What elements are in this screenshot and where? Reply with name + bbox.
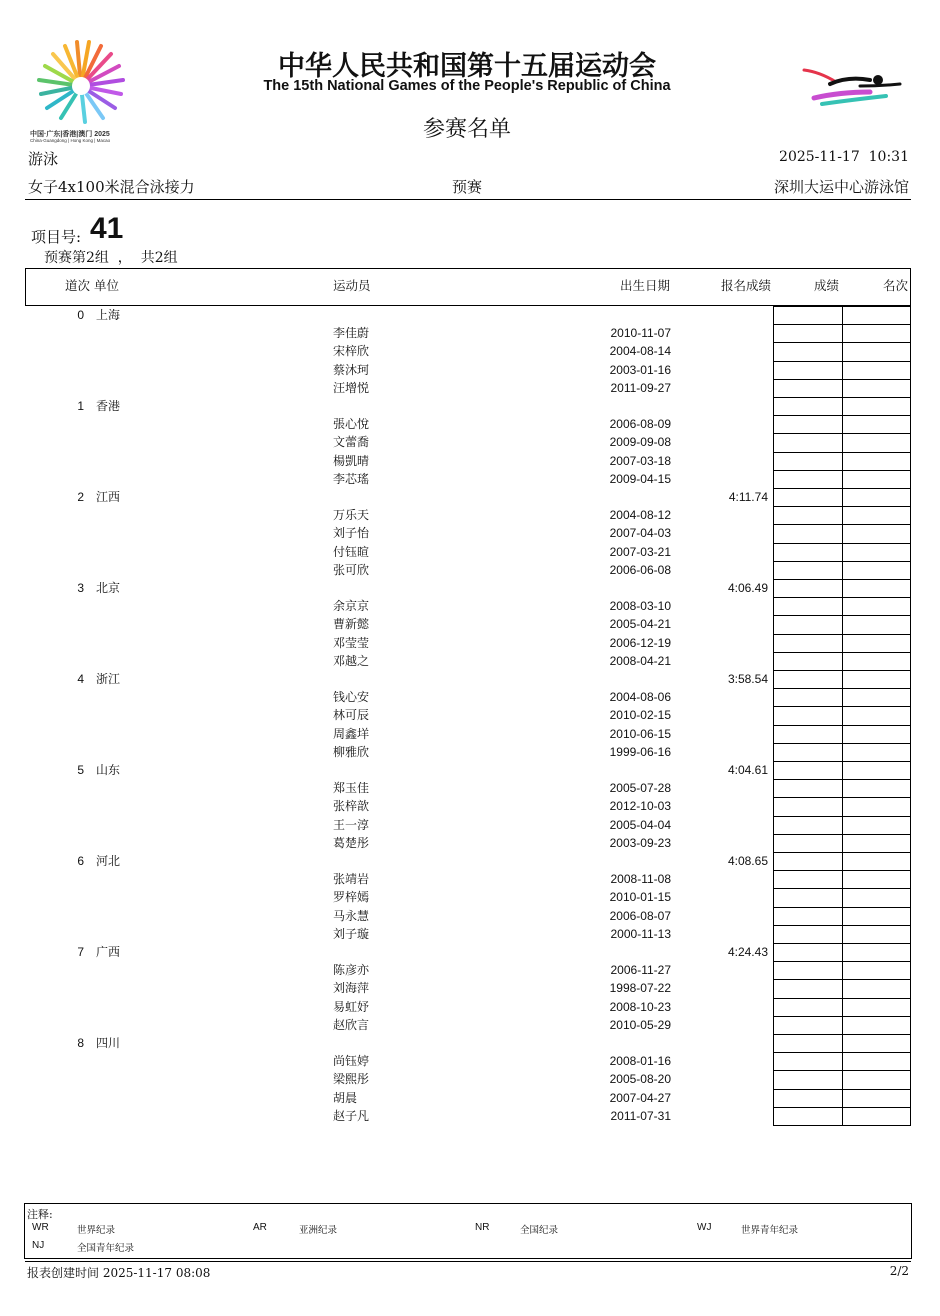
result-cell[interactable] — [773, 925, 843, 944]
rank-cell[interactable] — [842, 1034, 911, 1053]
event-name: 女子4x100米混合泳接力 — [28, 178, 195, 196]
result-cell[interactable] — [773, 470, 843, 489]
athlete-dob: 2010-11-07 — [610, 326, 671, 341]
athlete-name: 李芯瑤 — [333, 471, 370, 486]
rank-cell[interactable] — [842, 761, 911, 780]
result-cell[interactable] — [773, 524, 843, 543]
rank-cell[interactable] — [842, 524, 911, 543]
doc-title: 参赛名单 — [422, 117, 511, 142]
rank-cell[interactable] — [842, 706, 911, 725]
result-cell[interactable] — [773, 852, 843, 871]
rank-cell[interactable] — [842, 452, 911, 471]
result-cell[interactable] — [773, 816, 843, 835]
result-cell[interactable] — [773, 1089, 843, 1108]
athlete-name: 曹新懿 — [333, 617, 370, 632]
result-cell[interactable] — [773, 615, 843, 634]
rank-cell[interactable] — [842, 543, 911, 562]
result-cell[interactable] — [773, 743, 843, 762]
rank-cell[interactable] — [842, 324, 911, 343]
col-lane-unit: 道次 单位 — [65, 278, 119, 293]
venue-name: 深圳大运中心游泳馆 — [773, 178, 909, 196]
result-cell[interactable] — [773, 998, 843, 1017]
report-datetime: 2025-11-17 10:31 — [779, 149, 909, 165]
rank-cell[interactable] — [842, 852, 911, 871]
athlete-name: 楊凱晴 — [333, 453, 370, 468]
entry-time: 4:04.61 — [727, 763, 768, 777]
rank-cell[interactable] — [842, 1052, 911, 1071]
athlete-name: 張心悅 — [333, 417, 370, 432]
col-athlete: 运动员 — [333, 278, 371, 293]
athlete-dob: 2003-09-23 — [609, 835, 671, 850]
col-dob: 出生日期 — [619, 278, 670, 293]
rank-cell[interactable] — [842, 506, 911, 525]
athlete-name: 付钰暄 — [333, 544, 370, 559]
team-unit: 四川 — [96, 1036, 121, 1050]
heat-info: 预赛第2组 ， 共2组 — [44, 250, 178, 266]
rank-cell[interactable] — [842, 597, 911, 616]
team-unit: 广西 — [96, 945, 121, 959]
athlete-name: 刘海萍 — [333, 981, 370, 996]
team-unit: 山东 — [96, 763, 121, 777]
note-code: NR — [475, 1222, 490, 1233]
rank-cell[interactable] — [842, 998, 911, 1017]
entry-time: 4:24.43 — [727, 945, 768, 959]
athlete-name: 宋梓欣 — [333, 344, 370, 359]
athlete-dob: 2010-01-15 — [609, 890, 671, 905]
athlete-name: 王一淳 — [333, 817, 370, 832]
athlete-dob: 2007-04-03 — [609, 526, 671, 541]
rank-cell[interactable] — [842, 797, 911, 816]
athlete-dob: 2008-04-21 — [609, 653, 671, 668]
athlete-name: 易虹妤 — [333, 999, 370, 1014]
rank-cell[interactable] — [842, 979, 911, 998]
rank-cell[interactable] — [842, 470, 911, 489]
athlete-name: 张靖岩 — [333, 872, 370, 887]
athlete-dob: 2004-08-12 — [609, 508, 671, 523]
result-cell[interactable] — [773, 415, 843, 434]
athlete-name: 胡晨 — [333, 1090, 358, 1105]
lane-number: 7 — [77, 945, 84, 959]
rank-cell[interactable] — [842, 688, 911, 707]
athlete-name: 蔡沐珂 — [333, 362, 370, 377]
rank-cell[interactable] — [842, 1107, 911, 1126]
athlete-dob: 2007-03-21 — [609, 544, 671, 559]
rank-cell[interactable] — [842, 670, 911, 689]
lane-number: 5 — [77, 763, 84, 777]
athlete-dob: 2010-02-15 — [609, 708, 671, 723]
rank-cell[interactable] — [842, 561, 911, 580]
rank-cell[interactable] — [842, 579, 911, 598]
note-desc: 全国纪录 — [520, 1225, 559, 1236]
rank-cell[interactable] — [842, 1070, 911, 1089]
rank-cell[interactable] — [842, 779, 911, 798]
athlete-dob: 2008-01-16 — [609, 1054, 671, 1069]
result-cell[interactable] — [773, 543, 843, 562]
sport-name: 游泳 — [28, 150, 59, 168]
athlete-name: 罗梓嫣 — [333, 890, 370, 905]
result-cell[interactable] — [773, 870, 843, 889]
rank-cell[interactable] — [842, 725, 911, 744]
header-rule — [25, 199, 911, 200]
note-desc: 亚洲纪录 — [299, 1225, 338, 1236]
athlete-name: 林可辰 — [333, 708, 370, 723]
result-cell[interactable] — [773, 506, 843, 525]
entry-time: 4:06.49 — [727, 581, 768, 595]
result-cell[interactable] — [773, 1052, 843, 1071]
result-cell[interactable] — [773, 597, 843, 616]
round-name: 预赛 — [452, 178, 483, 196]
athlete-name: 汪增悦 — [333, 380, 370, 395]
athlete-name: 邓越之 — [333, 653, 370, 668]
athlete-name: 赵子凡 — [333, 1108, 370, 1123]
athlete-dob: 2010-06-15 — [609, 726, 671, 741]
logo-caption: 中国·广东|香港|澳门 2025 — [30, 131, 110, 138]
rank-cell[interactable] — [842, 379, 911, 398]
title-en: The 15th National Games of the People's Republic of China — [263, 78, 671, 94]
entry-time: 3:58.54 — [727, 672, 768, 686]
athlete-dob: 2005-04-04 — [609, 817, 671, 832]
rank-cell[interactable] — [842, 870, 911, 889]
athlete-dob: 2004-08-06 — [609, 690, 671, 705]
rank-cell[interactable] — [842, 415, 911, 434]
athlete-dob: 1998-07-22 — [609, 981, 671, 996]
col-entry: 报名成绩 — [720, 278, 771, 293]
result-cell[interactable] — [773, 1070, 843, 1089]
athlete-name: 万乐天 — [333, 508, 370, 523]
logo-subcaption: China·Guangdong | Hong Kong | Macao — [30, 138, 111, 143]
athlete-dob: 2006-06-08 — [609, 562, 671, 577]
athlete-name: 钱心安 — [333, 690, 370, 705]
athlete-name: 尚钰婷 — [333, 1054, 370, 1069]
result-cell[interactable] — [773, 397, 843, 416]
col-result: 成绩 — [813, 278, 839, 293]
result-cell[interactable] — [773, 706, 843, 725]
result-cell[interactable] — [773, 1107, 843, 1126]
team-unit: 浙江 — [96, 672, 121, 686]
athlete-dob: 2000-11-13 — [610, 926, 671, 941]
rank-cell[interactable] — [842, 615, 911, 634]
athlete-dob: 2008-11-08 — [610, 872, 671, 887]
athlete-name: 张可欣 — [333, 562, 370, 577]
athlete-dob: 2006-12-19 — [609, 635, 671, 650]
rank-cell[interactable] — [842, 342, 911, 361]
result-cell[interactable] — [773, 306, 843, 325]
athlete-dob: 2009-04-15 — [609, 471, 671, 486]
team-unit: 北京 — [96, 581, 121, 595]
athlete-dob: 1999-06-16 — [609, 744, 671, 759]
created-time: 报表创建时间 2025-11-17 08:08 — [27, 1266, 211, 1280]
athlete-dob: 2006-08-07 — [609, 908, 671, 923]
athlete-dob: 2005-04-21 — [609, 617, 671, 632]
result-cell[interactable] — [773, 979, 843, 998]
athlete-dob: 2011-09-27 — [610, 380, 671, 395]
rank-cell[interactable] — [842, 433, 911, 452]
col-rank: 名次 — [882, 278, 908, 293]
rank-cell[interactable] — [842, 943, 911, 962]
rank-cell[interactable] — [842, 743, 911, 762]
event-no: 41 — [90, 212, 124, 245]
result-cell[interactable] — [773, 907, 843, 926]
athlete-name: 文蕾喬 — [333, 435, 370, 450]
athlete-dob: 2005-07-28 — [609, 781, 671, 796]
team-unit: 河北 — [96, 854, 121, 868]
page-number: 2/2 — [889, 1264, 909, 1278]
note-desc: 全国青年纪录 — [77, 1243, 135, 1254]
rank-cell[interactable] — [842, 907, 911, 926]
athlete-name: 葛楚彤 — [333, 835, 370, 850]
team-unit: 江西 — [96, 490, 121, 504]
note-desc: 世界青年纪录 — [741, 1225, 799, 1236]
athlete-name: 柳雅欣 — [333, 744, 370, 759]
entry-time: 4:08.65 — [727, 854, 768, 868]
footer-rule — [25, 1261, 911, 1262]
lane-number: 6 — [77, 854, 84, 868]
result-cell[interactable] — [773, 561, 843, 580]
athlete-dob: 2006-08-09 — [609, 417, 671, 432]
note-code: AR — [253, 1222, 267, 1233]
rank-cell[interactable] — [842, 925, 911, 944]
result-cell[interactable] — [773, 579, 843, 598]
title-cn: 中华人民共和国第十五届运动会 — [278, 51, 656, 82]
rank-cell[interactable] — [842, 888, 911, 907]
athlete-name: 梁熙彤 — [333, 1072, 370, 1087]
team-unit: 香港 — [96, 399, 121, 413]
note-desc: 世界纪录 — [77, 1225, 116, 1236]
result-cell[interactable] — [773, 652, 843, 671]
rank-cell[interactable] — [842, 652, 911, 671]
rank-cell[interactable] — [842, 1016, 911, 1035]
result-cell[interactable] — [773, 361, 843, 380]
athlete-dob: 2008-10-23 — [609, 999, 671, 1014]
note-code: WR — [32, 1222, 49, 1233]
athlete-name: 张梓歆 — [333, 799, 370, 814]
rank-cell[interactable] — [842, 816, 911, 835]
result-cell[interactable] — [773, 379, 843, 398]
result-cell[interactable] — [773, 488, 843, 507]
rank-cell[interactable] — [842, 1089, 911, 1108]
athlete-dob: 2010-05-29 — [609, 1017, 671, 1032]
lane-number: 0 — [77, 308, 84, 322]
rank-cell[interactable] — [842, 397, 911, 416]
note-code: NJ — [32, 1240, 45, 1251]
athlete-dob: 2003-01-16 — [609, 362, 671, 377]
athlete-dob: 2005-08-20 — [609, 1072, 671, 1087]
team-unit: 上海 — [96, 308, 121, 322]
athlete-dob: 2007-04-27 — [609, 1090, 671, 1105]
result-cell[interactable] — [773, 1016, 843, 1035]
result-cell[interactable] — [773, 452, 843, 471]
result-cell[interactable] — [773, 961, 843, 980]
result-cell[interactable] — [773, 943, 843, 962]
result-cell[interactable] — [773, 688, 843, 707]
entry-time: 4:11.74 — [728, 490, 768, 504]
result-cell[interactable] — [773, 779, 843, 798]
athlete-dob: 2011-07-31 — [610, 1108, 671, 1123]
athlete-name: 李佳蔚 — [333, 326, 370, 341]
athlete-name: 刘子璇 — [333, 926, 370, 941]
rank-cell[interactable] — [842, 306, 911, 325]
rank-cell[interactable] — [842, 834, 911, 853]
athlete-name: 赵欣言 — [333, 1017, 370, 1032]
lane-number: 3 — [77, 581, 84, 595]
rank-cell[interactable] — [842, 488, 911, 507]
notes-label: 注释: — [27, 1208, 53, 1221]
note-code: WJ — [697, 1222, 712, 1233]
athlete-dob: 2008-03-10 — [609, 599, 671, 614]
athlete-name: 马永慧 — [333, 908, 370, 923]
result-cell[interactable] — [773, 670, 843, 689]
athlete-dob: 2004-08-14 — [609, 344, 671, 359]
athlete-dob: 2009-09-08 — [609, 435, 671, 450]
result-cell[interactable] — [773, 725, 843, 744]
athlete-name: 余京京 — [333, 599, 370, 614]
athlete-dob: 2006-11-27 — [610, 963, 671, 978]
lane-number: 8 — [77, 1036, 84, 1050]
result-cell[interactable] — [773, 888, 843, 907]
result-cell[interactable] — [773, 761, 843, 780]
athlete-name: 陈彦亦 — [333, 963, 370, 978]
lane-number: 2 — [77, 490, 84, 504]
result-cell[interactable] — [773, 1034, 843, 1053]
result-cell[interactable] — [773, 433, 843, 452]
rank-cell[interactable] — [842, 961, 911, 980]
athlete-name: 刘子怡 — [333, 526, 370, 541]
athlete-dob: 2012-10-03 — [609, 799, 671, 814]
result-cell[interactable] — [773, 324, 843, 343]
athlete-dob: 2007-03-18 — [609, 453, 671, 468]
result-cell[interactable] — [773, 634, 843, 653]
result-cell[interactable] — [773, 797, 843, 816]
result-cell[interactable] — [773, 342, 843, 361]
lane-number: 4 — [77, 672, 84, 686]
athlete-name: 郑玉佳 — [333, 781, 370, 796]
event-no-label: 项目号: — [31, 228, 82, 246]
result-cell[interactable] — [773, 834, 843, 853]
rank-cell[interactable] — [842, 634, 911, 653]
athlete-name: 周鑫垟 — [333, 726, 370, 741]
lane-number: 1 — [77, 399, 84, 413]
athlete-name: 邓莹莹 — [333, 635, 370, 650]
rank-cell[interactable] — [842, 361, 911, 380]
table-header — [0, 277, 940, 295]
